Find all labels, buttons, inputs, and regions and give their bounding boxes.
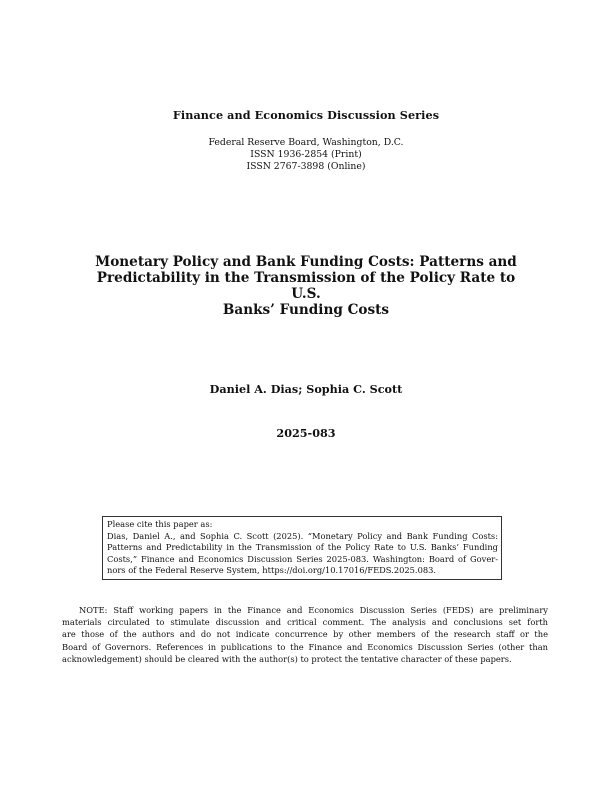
paper-title-line: Monetary Policy and Bank Funding Costs: Patterns and: [95, 254, 517, 270]
citation-line: Dias, Daniel A., and Sophia C. Scott (2025). “Monetary Policy and Bank Funding Costs:: [107, 530, 498, 541]
series-title: Finance and Economics Discussion Series: [172, 108, 440, 122]
publisher-info: [0, 137, 612, 174]
note-line: acknowledgement) should be cleared with the author(s) to protect the tentative character of these papers.: [62, 653, 512, 664]
note-line: Board of Governors. References in publications to the Finance and Economics Discussion Series (other than: [62, 641, 548, 652]
citation-heading: Please cite this paper as:: [107, 519, 213, 529]
issn-print: ISSN 1936-2854 (Print): [250, 149, 362, 161]
disclaimer-note: [62, 604, 548, 665]
paper-title-line: Banks’ Funding Costs: [222, 302, 390, 318]
paper-title-line: Predictability in the Transmission of the Policy Rate to U.S.: [96, 270, 516, 302]
publisher-location: Federal Reserve Board, Washington, D.C.: [208, 137, 404, 148]
issn-online: ISSN 2767-3898 (Online): [246, 161, 366, 173]
authors: Daniel A. Dias; Sophia C. Scott: [209, 382, 403, 396]
citation-line: Costs,” Finance and Economics Discussion Series 2025-083. Washington: Board of Gover-: [107, 553, 498, 564]
note-line: materials circulated to stimulate discussion and critical comment. The analysis and conclusions set forth: [62, 617, 548, 628]
note-line: are those of the authors and do not indicate concurrence by other members of the research staff or the: [62, 629, 548, 640]
paper-number: 2025-083: [276, 426, 336, 440]
citation-line: Patterns and Predictability in the Transmission of the Policy Rate to U.S. Banks’ Funding: [107, 542, 498, 553]
citation-box: [102, 516, 502, 580]
paper-title: [80, 254, 532, 318]
citation-line: nors of the Federal Reserve System, https://doi.org/10.17016/FEDS.2025.083.: [107, 565, 437, 576]
note-line: NOTE: Staff working papers in the Finance and Economics Discussion Series (FEDS) are preliminary: [79, 605, 548, 615]
